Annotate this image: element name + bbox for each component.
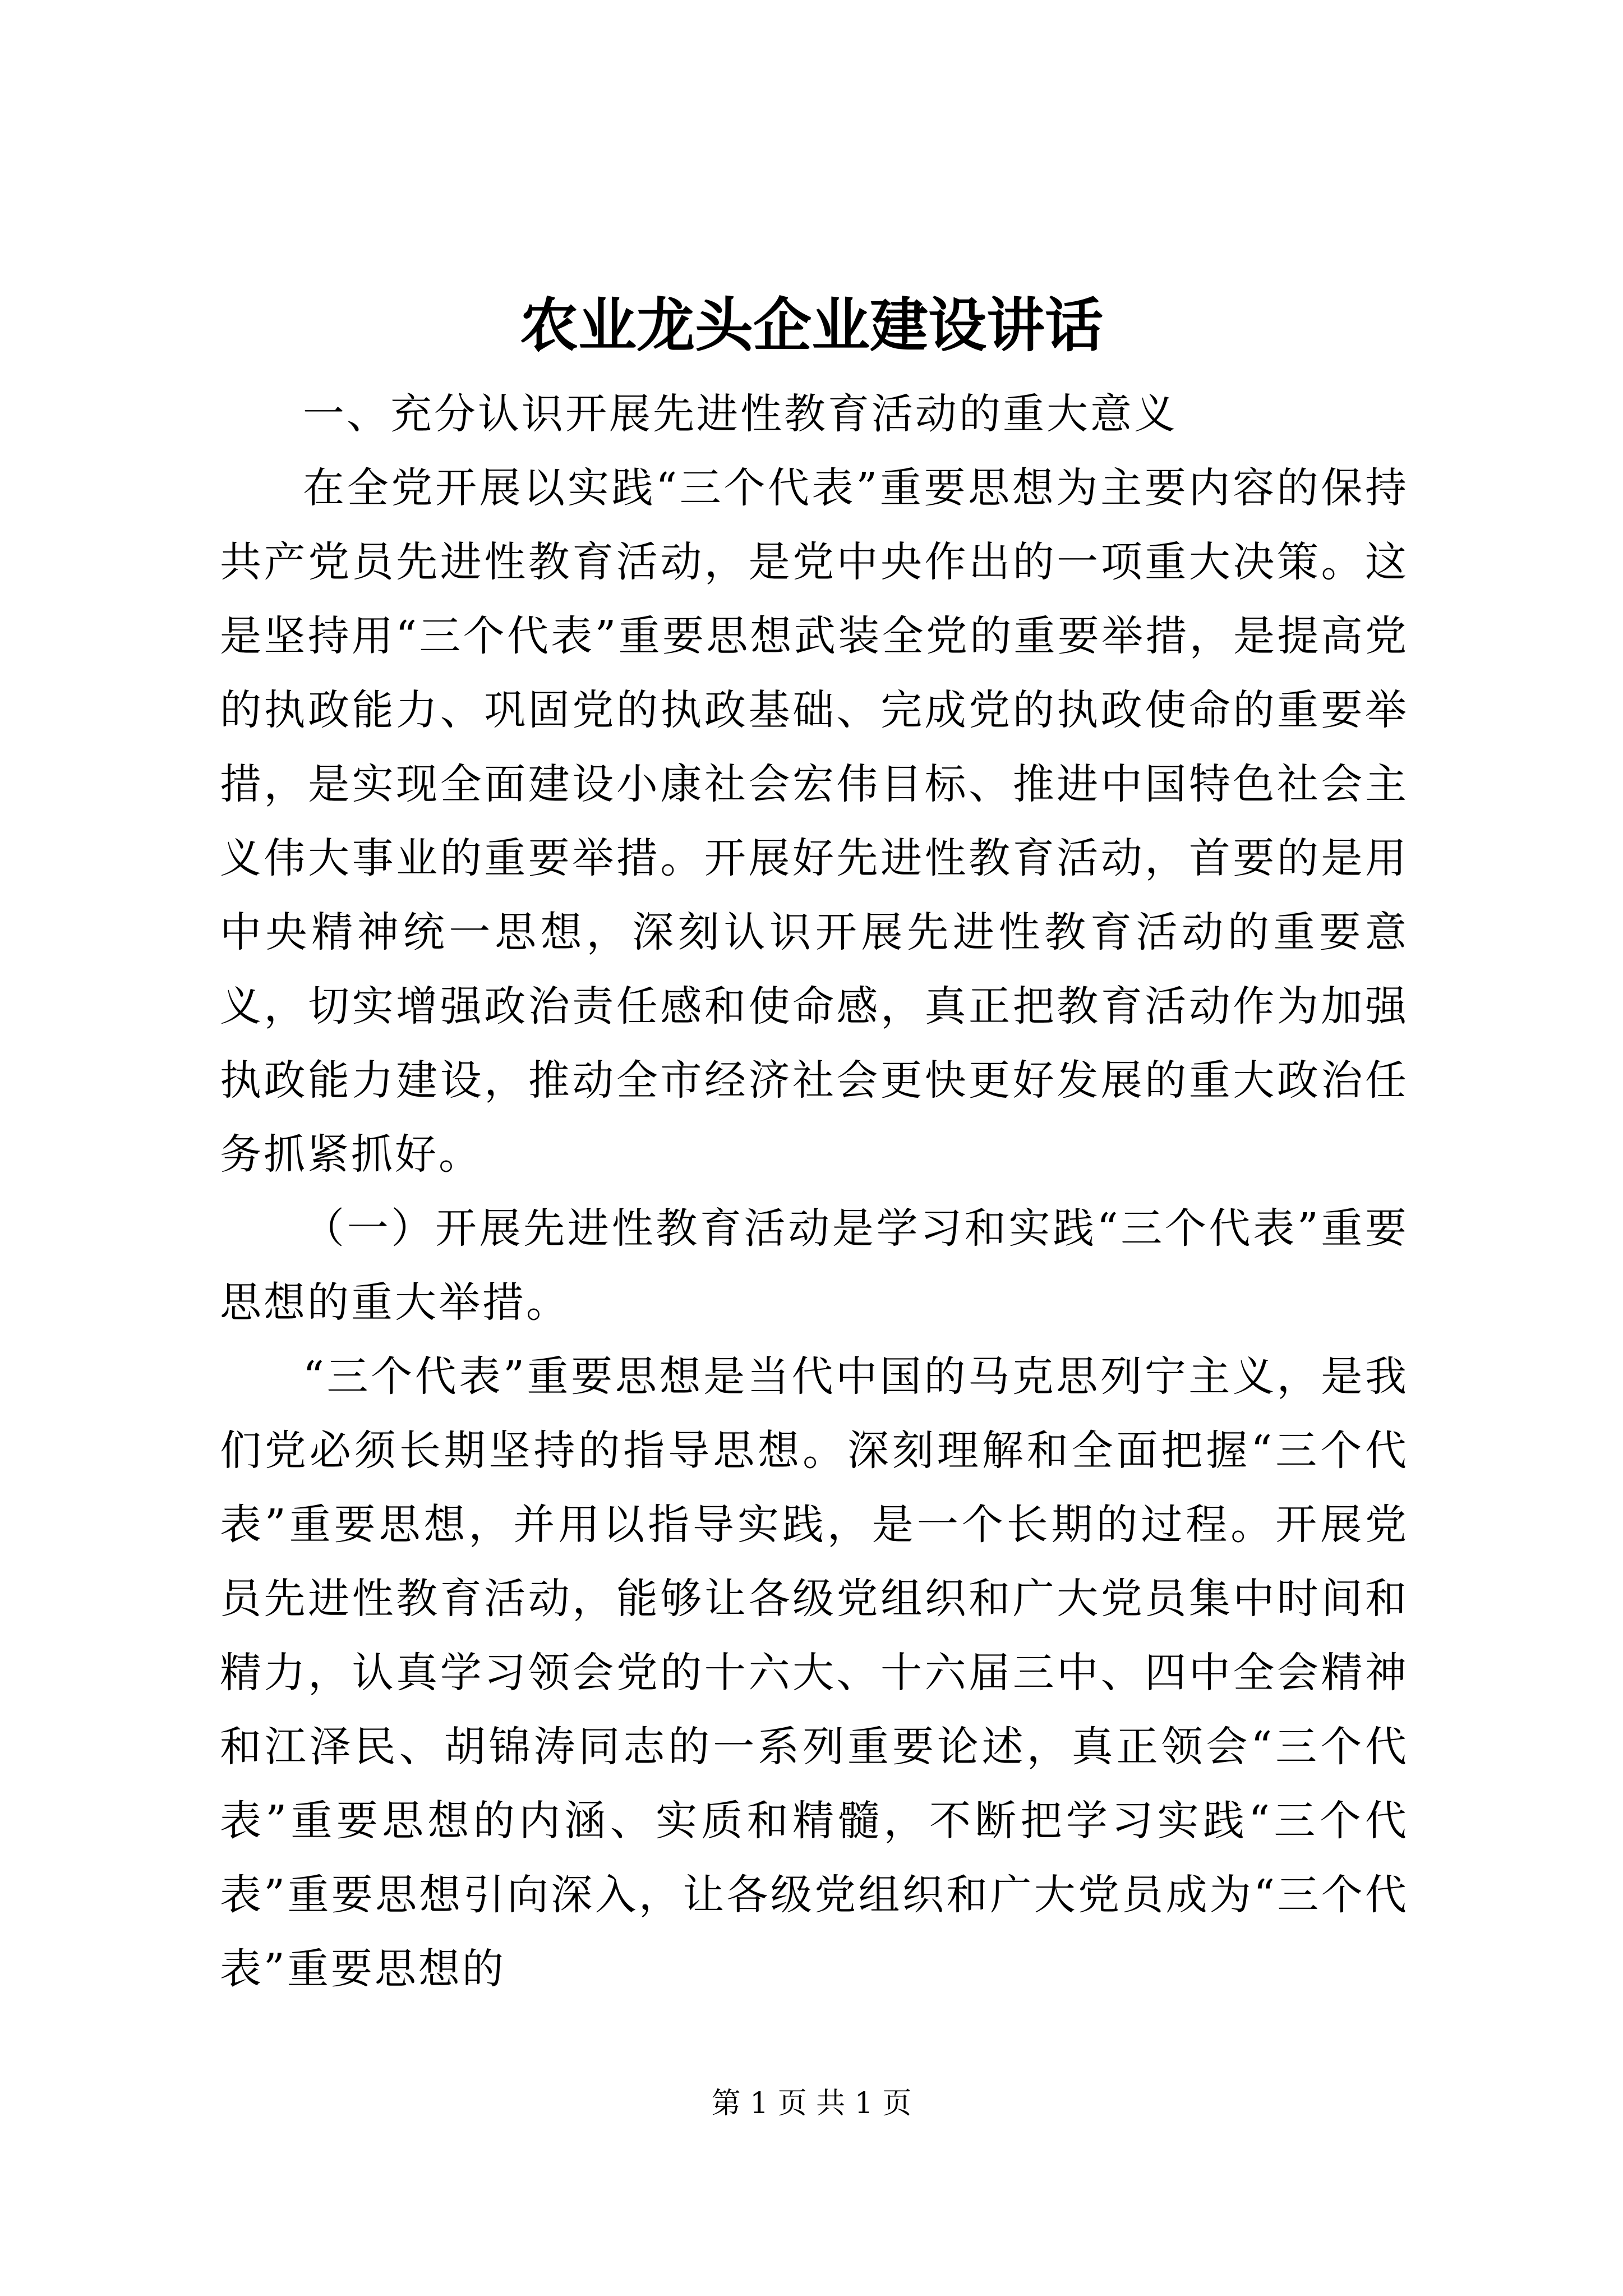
section-heading: 一、充分认识开展先进性教育活动的重大意义 <box>303 390 1178 438</box>
document-body <box>220 377 1409 2006</box>
document-title: 农业龙头企业建设讲话 <box>519 291 1103 360</box>
body-paragraph: “三个代表”重要思想是当代中国的马克思列宁主义，是我们党必须长期坚持的指导思想。深刻理解和全面把握“三个代表”重要思想，并用以指导实践，是一个长期的过程。开展党员先进性教育活动，能够让各级党组织和广大党员集中时间和精力，认真学习领会党的十六大、十六届三中、四中全会精神和江泽民、胡锦涛同志的一系列重要论述，真正领会“三个代表”重要思想的内涵、实质和精髓，不断把学习实践“三个代表”重要思想引向深入，让各级党组织和广大党员成为“三个代表”重要思想的 <box>220 1352 1409 1993</box>
body-paragraph: 在全党开展以实践“三个代表”重要思想为主要内容的保持共产党员先进性教育活动，是党中央作出的一项重大决策。这是坚持用“三个代表”重要思想武装全党的重要举措，是提高党的执政能力、巩固党的执政基础、完成党的执政使命的重要举措，是实现全面建设小康社会宏伟目标、推进中国特色社会主义伟大事业的重要举措。开展好先进性教育活动，首要的是用中央精神统一思想，深刻认识开展先进性教育活动的重要意义，切实增强政治责任感和使命感，真正把教育活动作为加强执政能力建设，推动全市经济社会更快更好发展的重大政治任务抓紧抓好。 <box>220 464 1409 1179</box>
subsection-heading: （一）开展先进性教育活动是学习和实践“三个代表”重要思想的重大举措。 <box>220 1204 1409 1327</box>
page-footer: 第 1 页 共 1 页 <box>711 2087 912 2120</box>
